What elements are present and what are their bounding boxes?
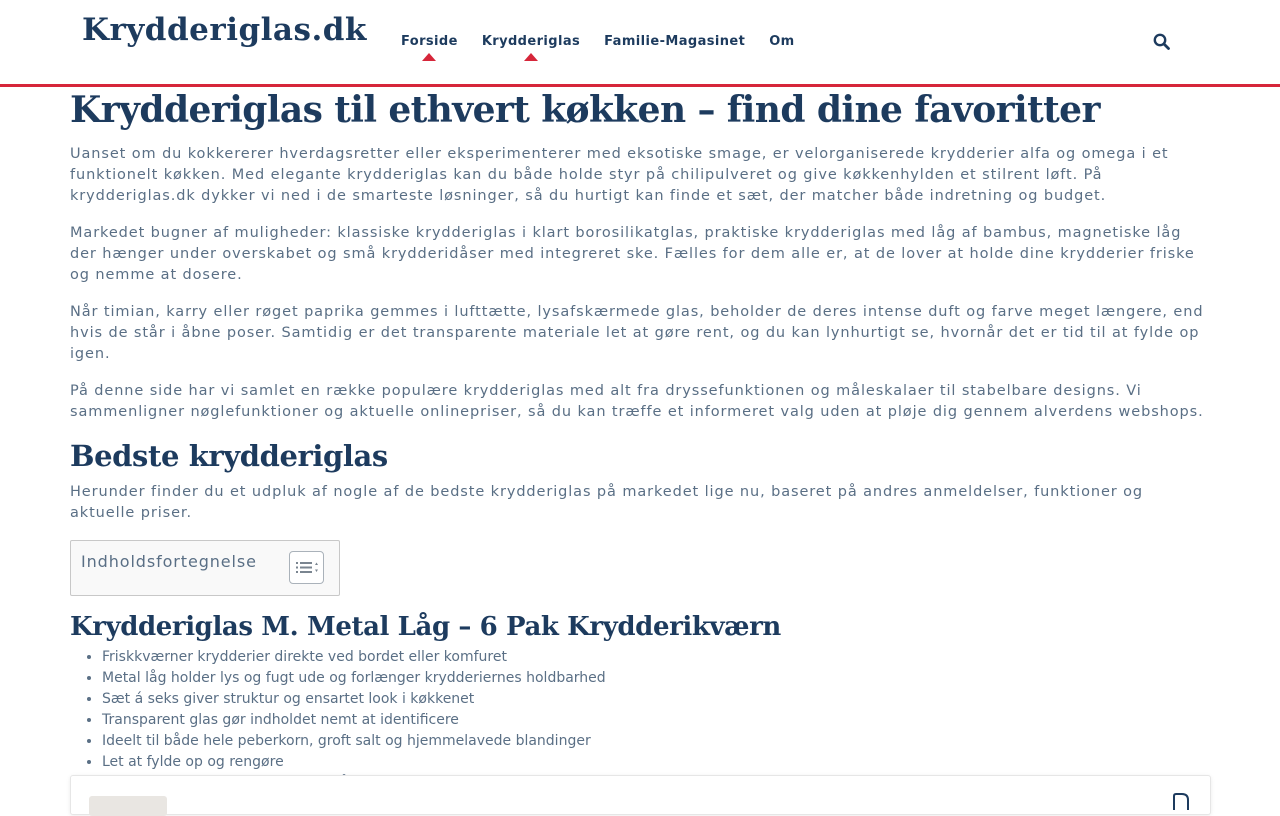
feature-list	[70, 647, 1212, 794]
main-nav	[401, 34, 819, 49]
nav-item-familie-magasinet[interactable]	[604, 34, 745, 49]
list-item: • Friskkværner krydderier direkte ved bordet eller komfuret	[102, 647, 1212, 668]
nav-item-forside[interactable]	[401, 34, 458, 49]
section-intro: Herunder finder du et udpluk af nogle af de bedste krydderiglas på markedet lige nu, baseret på andres anmeldelser, funktioner og aktuelle priser.	[70, 484, 1144, 521]
intro-paragraph: På denne side har vi samlet en række populære krydderiglas med alt fra dryssefunktionen og måleskalaer til stabelbare designs. Vi sammenligner nøglefunktioner og aktuelle onlinepriser, så du kan træffe et informeret valg uden at pløje dig gennem alverdens webshops.	[70, 383, 1204, 420]
nav-item-label: Om	[769, 34, 795, 49]
list-item: • Let at fylde op og rengøre	[102, 752, 1212, 773]
product-card	[70, 775, 1211, 815]
product-badge-icon	[1169, 790, 1193, 814]
nav-item-label: Krydderiglas	[481, 34, 581, 49]
product-heading: Krydderiglas M. Metal Låg – 6 Pak Krydderikværn	[70, 612, 781, 642]
nav-item-label: Forside	[401, 34, 458, 49]
dropdown-caret-icon	[524, 53, 538, 61]
list-item: • Transparent glas gør indholdet nemt at identificere	[102, 710, 1212, 731]
search-button[interactable]	[1152, 32, 1172, 52]
section-heading: Bedste krydderiglas	[70, 439, 388, 473]
intro-paragraph: Markedet bugner af muligheder: klassiske krydderiglas i klart borosilikatglas, praktiske krydderiglas med låg af bambus, magnetiske låg der hænger under overskabet og små krydderidåser med integreret ske. Fælles for dem alle er, at de lover at holde dine krydderier friske og nemme at dosere.	[70, 225, 1195, 283]
intro-paragraph: Når timian, karry eller røget paprika gemmes i lufttætte, lysafskærmede glas, beholder de deres intense duft og farve meget længere, end hvis de står i åbne poser. Samtidig er det transparente materiale let at gøre rent, og du kan lynhurtigt se, hvornår det er tid til at fylde op igen.	[70, 304, 1204, 362]
page-title: Krydderiglas til ethvert køkken – find dine favoritter	[70, 89, 1100, 131]
intro-paragraph: Uanset om du kokkererer hverdagsretter eller eksperimenterer med eksotiske smage, er velorganiserede krydderier alfa og omega i et funktionelt køkken. Med elegante krydderiglas kan du både holde styr på chilipulveret og give køkkenhylden et stilrent løft. På krydderiglas.dk dykker vi ned i de smarteste løsninger, så du hurtigt kan finde et sæt, der matcher både indretning og budget.	[70, 146, 1169, 204]
toc-title: Indholdsfortegnelse	[81, 552, 257, 571]
nav-item-krydderiglas[interactable]	[482, 34, 580, 49]
site-logo[interactable]: Krydderiglas.dk	[82, 12, 367, 48]
list-item: • Ideelt til både hele peberkorn, groft salt og hjemmelavede blandinger	[102, 731, 1212, 752]
site-header	[0, 0, 1280, 87]
table-of-contents	[70, 540, 340, 596]
list-item: • Metal låg holder lys og fugt ude og forlænger krydderiernes holdbarhed	[102, 668, 1212, 689]
dropdown-caret-icon	[422, 53, 436, 61]
nav-item-label: Familie-Magasinet	[604, 34, 746, 49]
toc-toggle-button[interactable]	[289, 551, 324, 584]
list-item: • Sæt á seks giver struktur og ensartet look i køkkenet	[102, 689, 1212, 710]
main-content	[70, 87, 1212, 794]
search-icon	[1152, 32, 1172, 52]
list-toggle-icon	[290, 552, 323, 583]
product-image[interactable]	[89, 796, 167, 816]
nav-item-om[interactable]	[769, 34, 794, 49]
